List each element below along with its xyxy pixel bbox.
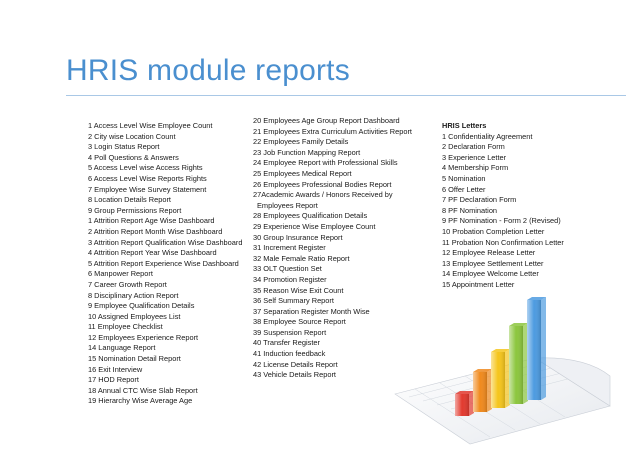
- list-item: 5 Access Level wise Access Rights: [88, 163, 203, 173]
- list-item: 3 Attrition Report Qualification Wise Dashboard: [88, 237, 243, 247]
- list-item: 5 Nomination: [442, 173, 486, 183]
- list-item: 35 Reason Wise Exit Count: [253, 285, 344, 295]
- decorative-bar-shine: [473, 372, 487, 412]
- list-item: 1 Attrition Report Age Wise Dashboard: [88, 216, 215, 226]
- page-title: HRIS module reports: [66, 54, 350, 87]
- list-item: 15 Nomination Detail Report: [88, 354, 181, 364]
- list-item: Employees Report: [257, 200, 318, 210]
- list-item: 27Academic Awards / Honors Received by: [253, 190, 393, 200]
- list-item: 30 Group Insurance Report: [253, 232, 343, 242]
- list-item: 31 Increment Register: [253, 243, 326, 253]
- list-item: 12 Employees Experience Report: [88, 332, 199, 342]
- list-item: 19 Hierarchy Wise Average Age: [88, 396, 193, 406]
- list-item: 6 Access Level Wise Reports Rights: [88, 173, 207, 183]
- list-item: 40 Transfer Register: [253, 338, 320, 348]
- list-item: 2 Declaration Form: [442, 142, 505, 152]
- list-item: 41 Induction feedback: [253, 349, 326, 359]
- list-item: 32 Male Female Ratio Report: [253, 253, 350, 263]
- decorative-bar-shine: [455, 394, 469, 416]
- list-item: 42 License Details Report: [253, 359, 338, 369]
- list-item: 14 Employee Welcome Letter: [442, 269, 539, 279]
- list-item: 3 Experience Letter: [442, 152, 507, 162]
- list-item: 24 Employee Report with Professional Skills: [253, 158, 398, 168]
- list-item: 9 Employee Qualification Details: [88, 301, 195, 311]
- list-item: 18 Annual CTC Wise Slab Report: [88, 385, 198, 395]
- list-item: 33 OLT Question Set: [253, 264, 322, 274]
- list-item: 15 Appointment Letter: [442, 279, 515, 289]
- list-item: 23 Job Function Mapping Report: [253, 147, 361, 157]
- list-item: 14 Language Report: [88, 343, 156, 353]
- title-divider: [66, 95, 626, 96]
- list-item: 6 Offer Letter: [442, 184, 486, 194]
- list-item: 34 Promotion Register: [253, 274, 327, 284]
- list-item: 21 Employees Extra Curriculum Activities Report: [253, 126, 412, 136]
- bar-chart-illustration-icon: [385, 296, 615, 446]
- list-item: 10 Probation Completion Letter: [442, 226, 545, 236]
- decorative-bar-shine: [491, 352, 505, 408]
- list-item: 36 Self Summary Report: [253, 296, 334, 306]
- list-item: 7 Career Growth Report: [88, 279, 167, 289]
- list-item: 11 Probation Non Confirmation Letter: [442, 237, 564, 247]
- list-item: 4 Attrition Report Year Wise Dashboard: [88, 248, 217, 258]
- list-item: 5 Attrition Report Experience Wise Dashboard: [88, 258, 239, 268]
- list-item: 43 Vehicle Details Report: [253, 370, 336, 380]
- list-item: 4 Poll Questions & Answers: [88, 152, 179, 162]
- list-item: 11 Employee Checklist: [88, 322, 163, 332]
- letters-heading: HRIS Letters: [442, 121, 487, 130]
- list-item: 39 Suspension Report: [253, 327, 327, 337]
- list-item: 17 HOD Report: [88, 375, 139, 385]
- reports-column-1: [88, 121, 242, 407]
- decorative-bar-shine: [509, 326, 523, 404]
- list-item: 26 Employees Professional Bodies Report: [253, 179, 392, 189]
- list-item: 29 Experience Wise Employee Count: [253, 221, 376, 231]
- list-item: 25 Employees Medical Report: [253, 168, 352, 178]
- list-item: 8 PF Nomination: [442, 205, 498, 215]
- list-item: 6 Manpower Report: [88, 269, 153, 279]
- list-item: 22 Employees Family Details: [253, 137, 349, 147]
- list-item: 4 Membership Form: [442, 163, 509, 173]
- list-item: 9 PF Nomination - Form 2 (Revised): [442, 216, 561, 226]
- decorative-bar-side: [541, 297, 546, 400]
- letters-column: [442, 121, 564, 291]
- decorative-bar-shine: [527, 300, 541, 400]
- list-item: 1 Confidentiality Agreement: [442, 131, 533, 141]
- list-item: 37 Separation Register Month Wise: [253, 306, 370, 316]
- list-item: 2 Attrition Report Month Wise Dashboard: [88, 226, 223, 236]
- list-item: 8 Location Details Report: [88, 195, 171, 205]
- list-item: 3 Login Status Report: [88, 142, 160, 152]
- list-item: 28 Employees Qualification Details: [253, 211, 368, 221]
- list-item: 1 Access Level Wise Employee Count: [88, 121, 213, 130]
- list-item: 13 Employee Settlement Letter: [442, 258, 544, 268]
- list-item: 38 Employee Source Report: [253, 317, 346, 327]
- list-item: 7 PF Declaration Form: [442, 195, 517, 205]
- list-item: 2 City wise Location Count: [88, 131, 176, 141]
- list-item: 8 Disciplinary Action Report: [88, 290, 179, 300]
- list-item: 10 Assigned Employees List: [88, 311, 181, 321]
- list-item: 16 Exit Interview: [88, 364, 143, 374]
- list-item: 20 Employees Age Group Report Dashboard: [253, 116, 400, 125]
- list-item: 12 Employee Release Letter: [442, 248, 536, 258]
- list-item: 9 Group Permissions Report: [88, 205, 182, 215]
- list-item: 7 Employee Wise Survey Statement: [88, 184, 207, 194]
